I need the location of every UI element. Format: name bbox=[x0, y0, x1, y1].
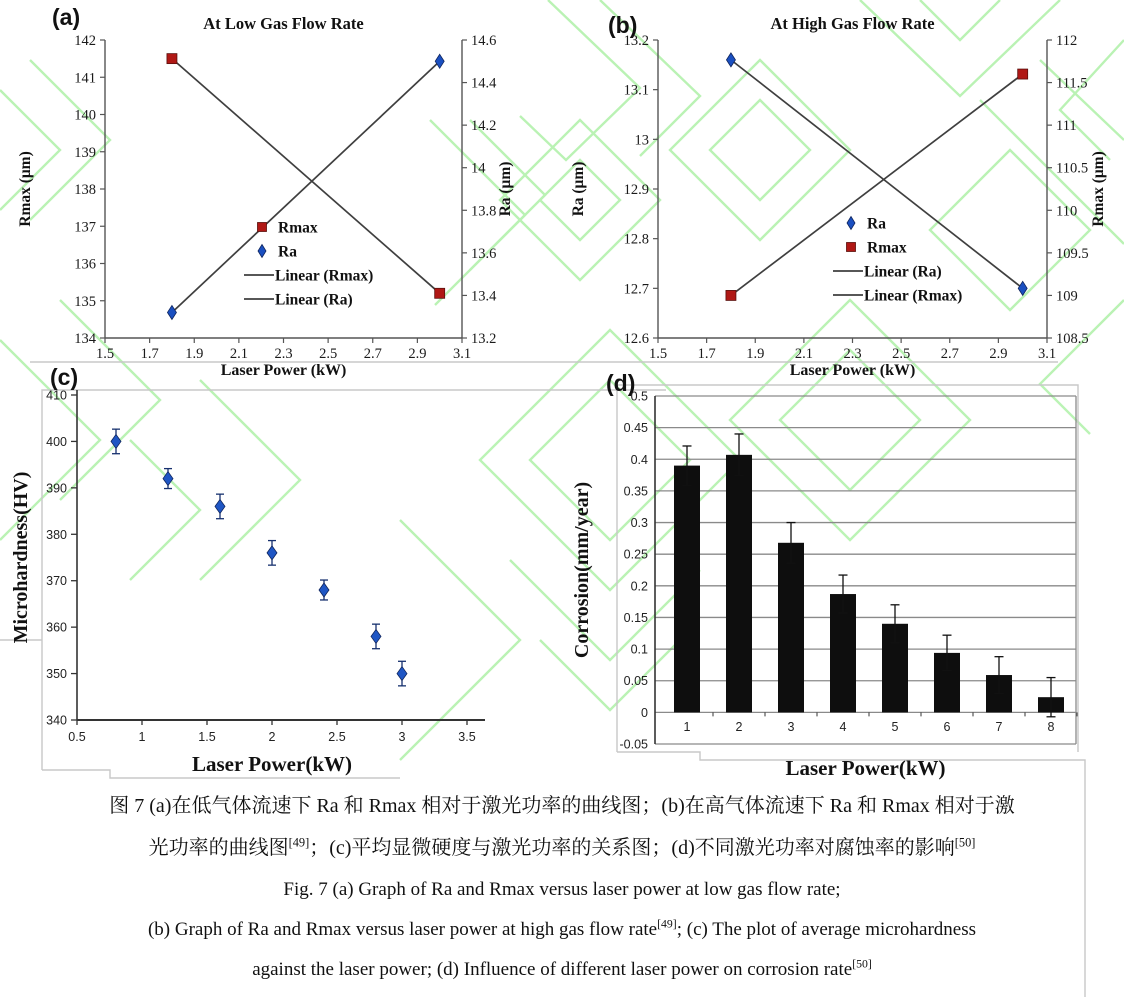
left-axis-tick: 12.6 bbox=[623, 331, 649, 347]
diamond-marker bbox=[847, 217, 855, 230]
left-axis-tick: 12.8 bbox=[623, 231, 649, 248]
right-axis-tick: 14.6 bbox=[471, 33, 497, 49]
chart-d-content bbox=[571, 390, 1077, 781]
square-marker bbox=[435, 288, 445, 298]
y-axis-tick: 0.25 bbox=[623, 547, 648, 562]
x-axis-label: Laser Power (kW) bbox=[220, 362, 347, 379]
y-axis-tick: 0.05 bbox=[623, 674, 648, 689]
chart-title: At High Gas Flow Rate bbox=[770, 14, 935, 33]
right-axis-label: Rmax (μm) bbox=[1090, 151, 1107, 227]
legend-label: Linear (Ra) bbox=[275, 291, 353, 309]
right-axis-tick: 110 bbox=[1056, 203, 1078, 220]
x-axis-tick: 2.9 bbox=[989, 346, 1008, 362]
left-axis-tick: 139 bbox=[74, 144, 96, 161]
x-axis-tick: 2.3 bbox=[274, 346, 293, 362]
diamond-marker bbox=[726, 53, 735, 67]
right-axis-tick: 109.5 bbox=[1056, 245, 1089, 262]
legend-label: Linear (Rmax) bbox=[864, 287, 963, 305]
x-axis-tick: 2.9 bbox=[408, 346, 427, 362]
square-marker bbox=[847, 243, 856, 252]
x-axis-tick: 0.5 bbox=[68, 730, 86, 744]
panel-label-a: (a) bbox=[52, 4, 81, 30]
caption-zh-line-2 bbox=[0, 833, 1124, 864]
left-axis-tick: 13.1 bbox=[623, 82, 649, 99]
caption-en-line-3 bbox=[0, 955, 1124, 984]
x-axis-tick: 3.1 bbox=[1037, 346, 1057, 362]
diamond-marker bbox=[1018, 281, 1027, 295]
bar bbox=[674, 466, 700, 713]
caption-en-line-1 bbox=[0, 875, 1124, 904]
category-label: 5 bbox=[891, 720, 899, 734]
data-point-diamond bbox=[267, 546, 277, 560]
left-axis-tick: 141 bbox=[74, 70, 96, 87]
figure-caption bbox=[0, 791, 1124, 995]
left-axis-tick: 138 bbox=[74, 182, 96, 198]
right-axis-tick: 111 bbox=[1056, 118, 1077, 135]
data-point-diamond bbox=[215, 499, 225, 513]
left-axis-tick: 142 bbox=[74, 33, 96, 49]
x-axis-tick: 2.5 bbox=[319, 346, 338, 362]
category-label: 6 bbox=[943, 720, 951, 734]
y-axis-tick: 410 bbox=[46, 388, 67, 403]
right-axis-label: Ra (μm) bbox=[497, 161, 514, 217]
legend bbox=[833, 216, 962, 305]
category-label: 4 bbox=[839, 720, 847, 734]
left-axis-label: Ra (μm) bbox=[570, 161, 587, 217]
square-marker bbox=[258, 223, 267, 232]
left-axis-tick: 12.9 bbox=[623, 182, 649, 198]
legend-label: Ra bbox=[867, 215, 886, 233]
right-axis-tick: 14.4 bbox=[471, 75, 497, 92]
x-axis-tick: 1.7 bbox=[140, 346, 159, 362]
x-axis-tick: 3.1 bbox=[452, 346, 472, 362]
right-axis-tick: 112 bbox=[1056, 33, 1078, 49]
chart-b-roughness-high-gas-flow bbox=[563, 5, 1119, 379]
diamond-marker bbox=[167, 305, 176, 319]
category-label: 7 bbox=[995, 720, 1003, 734]
reference-superscript: [50] bbox=[954, 835, 976, 850]
y-axis-tick: 0.3 bbox=[630, 516, 648, 531]
x-axis-tick: 2.7 bbox=[363, 346, 382, 362]
caption-text: ; (c) The plot of average microhardness bbox=[676, 919, 977, 940]
bar bbox=[778, 543, 804, 713]
trend-line-rmax bbox=[172, 59, 440, 294]
right-axis-tick: 13.6 bbox=[471, 245, 497, 262]
legend-label: Linear (Ra) bbox=[864, 263, 942, 281]
y-axis-tick: 390 bbox=[46, 481, 67, 496]
caption-text: 光功率的曲线图 bbox=[148, 837, 289, 859]
square-marker bbox=[726, 290, 736, 300]
reference-superscript: [49] bbox=[657, 917, 677, 931]
x-axis-tick: 1.9 bbox=[746, 346, 765, 362]
data-point-diamond bbox=[163, 472, 173, 486]
x-axis-tick: 2.7 bbox=[940, 346, 959, 362]
chart-d-corrosion-bars bbox=[560, 375, 1124, 790]
legend-label: Linear (Rmax) bbox=[275, 267, 374, 285]
diamond-marker bbox=[435, 54, 444, 68]
y-axis-tick: 0.1 bbox=[630, 642, 648, 657]
left-axis-tick: 136 bbox=[74, 256, 96, 273]
y-axis-tick: 350 bbox=[46, 667, 67, 682]
left-axis-tick: 140 bbox=[74, 107, 96, 124]
y-axis-tick: 380 bbox=[46, 527, 67, 542]
caption-text: (b) Graph of Ra and Rmax versus laser power at high gas flow rate bbox=[147, 919, 658, 940]
x-axis-tick: 2.3 bbox=[843, 346, 862, 362]
bar bbox=[726, 455, 752, 713]
right-axis-tick: 111.5 bbox=[1056, 75, 1088, 92]
caption-text: ；(c)平均显微硬度与激光功率的关系图；(d)不同激光功率对腐蚀率的影响 bbox=[309, 837, 955, 859]
right-axis-tick: 14.2 bbox=[471, 118, 497, 135]
y-axis-tick: 400 bbox=[46, 434, 67, 449]
data-point-diamond bbox=[319, 583, 329, 597]
category-label: 8 bbox=[1047, 720, 1055, 734]
y-axis-tick: 0 bbox=[641, 705, 648, 720]
left-axis-label: Rmax (μm) bbox=[17, 151, 34, 227]
caption-text: Fig. 7 (a) Graph of Ra and Rmax versus laser power at low gas flow rate; bbox=[283, 879, 841, 900]
y-axis-tick: -0.05 bbox=[619, 737, 648, 752]
x-axis-tick: 1.5 bbox=[198, 730, 216, 744]
diamond-marker bbox=[258, 245, 266, 258]
y-axis-label: Microhardness(HV) bbox=[10, 471, 32, 644]
x-axis-label: Laser Power(kW) bbox=[785, 756, 946, 780]
category-label: 2 bbox=[735, 720, 743, 734]
square-marker bbox=[167, 54, 177, 64]
caption-zh-line-1 bbox=[0, 791, 1124, 822]
right-axis-tick: 13.8 bbox=[471, 203, 497, 220]
x-axis-tick: 3.5 bbox=[458, 730, 476, 744]
chart-title: At Low Gas Flow Rate bbox=[203, 14, 364, 33]
right-axis-tick: 13.4 bbox=[471, 288, 497, 305]
chart-c-microhardness-scatter bbox=[5, 375, 555, 780]
caption-en-line-2 bbox=[0, 915, 1124, 944]
x-axis-tick: 2.1 bbox=[794, 346, 813, 362]
legend bbox=[244, 220, 373, 309]
y-axis-tick: 0.4 bbox=[630, 452, 648, 467]
x-axis-tick: 3 bbox=[398, 730, 406, 744]
chart-a-content bbox=[17, 14, 514, 379]
caption-text: against the laser power; (d) Influence of different laser power on corrosion rate bbox=[252, 959, 853, 980]
data-point-diamond bbox=[371, 629, 381, 643]
data-point-diamond bbox=[397, 667, 407, 681]
legend-label: Ra bbox=[278, 243, 297, 261]
y-axis-label: Corrosion(mm/year) bbox=[571, 481, 593, 659]
right-axis-tick: 14 bbox=[471, 160, 486, 177]
y-axis-tick: 0.35 bbox=[623, 484, 648, 499]
caption-text: 图 7 (a)在低气体流速下 Ra 和 Rmax 相对于激光功率的曲线图；(b)在高气体流速下 Ra 和 Rmax 相对于激 bbox=[109, 795, 1015, 817]
y-axis-tick: 0.15 bbox=[623, 610, 648, 625]
x-axis-tick: 1 bbox=[138, 730, 146, 744]
x-axis-tick: 2 bbox=[268, 730, 276, 744]
y-axis-tick: 0.45 bbox=[623, 421, 648, 436]
panel-label-c: (c) bbox=[50, 364, 79, 390]
reference-superscript: [50] bbox=[852, 957, 872, 971]
x-axis-tick: 2.5 bbox=[328, 730, 346, 744]
y-axis-tick: 0.2 bbox=[630, 579, 648, 594]
y-axis-tick: 340 bbox=[46, 713, 67, 728]
trend-line-rmax bbox=[731, 74, 1023, 295]
left-axis-tick: 12.7 bbox=[623, 281, 649, 298]
reference-superscript: [49] bbox=[288, 835, 310, 850]
right-axis-tick: 13.2 bbox=[471, 331, 497, 347]
left-axis-tick: 13 bbox=[634, 132, 649, 149]
chart-a-roughness-low-gas-flow bbox=[10, 5, 558, 379]
left-axis-tick: 134 bbox=[74, 331, 96, 347]
y-axis-tick: 0.5 bbox=[630, 389, 648, 404]
y-axis-tick: 360 bbox=[46, 620, 67, 635]
category-label: 3 bbox=[787, 720, 795, 734]
x-axis-tick: 1.7 bbox=[697, 346, 716, 362]
right-axis-tick: 110.5 bbox=[1056, 160, 1089, 177]
x-axis-tick: 1.5 bbox=[95, 346, 115, 362]
category-label: 1 bbox=[683, 720, 691, 734]
chart-b-content bbox=[570, 14, 1107, 379]
x-axis-label: Laser Power(kW) bbox=[192, 752, 352, 776]
x-axis-tick: 1.9 bbox=[185, 346, 204, 362]
right-axis-tick: 109 bbox=[1056, 288, 1078, 305]
square-marker bbox=[1018, 69, 1028, 79]
panel-label-b: (b) bbox=[608, 12, 638, 38]
data-point-diamond bbox=[111, 434, 121, 448]
left-axis-tick: 13.2 bbox=[623, 33, 649, 49]
legend-label: Rmax bbox=[867, 239, 907, 257]
x-axis-tick: 2.1 bbox=[229, 346, 248, 362]
x-axis-label: Laser Power (kW) bbox=[789, 362, 916, 379]
panel-label-d: (d) bbox=[606, 370, 636, 396]
left-axis-tick: 137 bbox=[74, 219, 96, 236]
legend-label: Rmax bbox=[278, 219, 318, 237]
left-axis-tick: 135 bbox=[74, 293, 96, 310]
chart-c-content bbox=[10, 389, 485, 777]
x-axis-tick: 1.5 bbox=[648, 346, 668, 362]
right-axis-tick: 108.5 bbox=[1056, 331, 1089, 347]
y-axis-tick: 370 bbox=[46, 574, 67, 589]
x-axis-tick: 2.5 bbox=[892, 346, 911, 362]
